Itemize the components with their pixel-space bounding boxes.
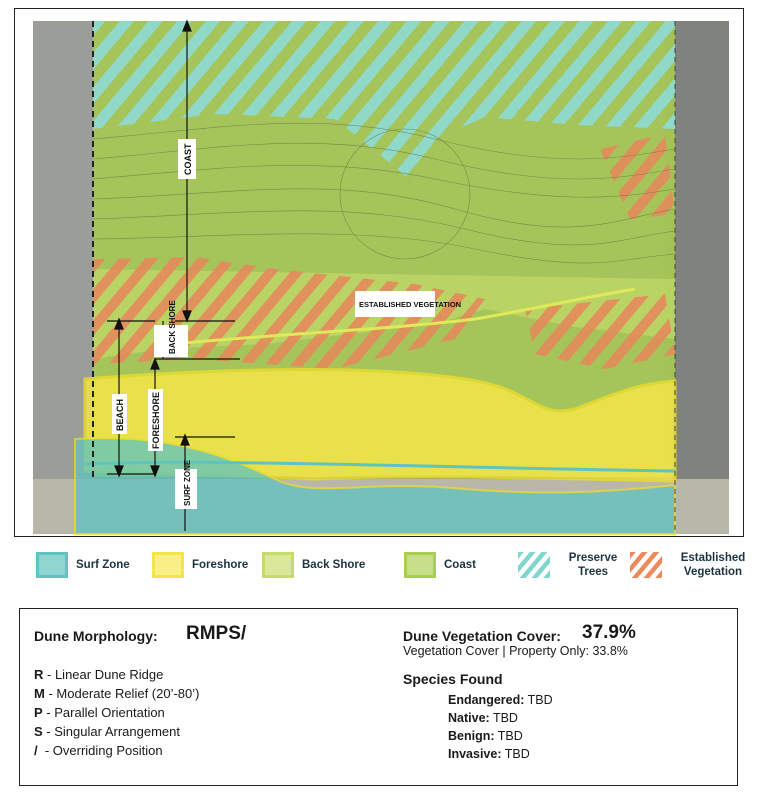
species-value: TBD — [504, 747, 530, 761]
code-desc: Singular Arrangement — [54, 724, 180, 739]
foreshore-swatch — [152, 552, 184, 578]
species-row — [448, 693, 553, 707]
species-value: TBD — [492, 711, 518, 725]
legend-label-coast: Coast — [444, 559, 476, 571]
beach-label: BEACH — [115, 398, 125, 431]
species-label: Benign: — [448, 729, 495, 743]
code-desc: Linear Dune Ridge — [54, 667, 164, 682]
legend-item-back-shore — [262, 548, 365, 582]
legend-item-coast — [404, 548, 476, 582]
legend-label-foreshore: Foreshore — [192, 559, 249, 571]
code-row: R - Linear Dune Ridge — [34, 667, 164, 682]
surf-zone-swatch — [36, 552, 68, 578]
code-row: M - Moderate Relief (20’-80’) — [34, 686, 200, 701]
code-desc: Parallel Orientation — [54, 705, 165, 720]
legend-label-established-vegetation: Established Vegetation — [680, 552, 746, 578]
legend-item-preserve-trees — [518, 548, 628, 582]
legend-item-established-vegetation — [630, 548, 756, 582]
coast-swatch — [404, 552, 436, 578]
vegetation-cover-value: 37.9% — [582, 622, 636, 643]
legend-item-foreshore — [152, 548, 248, 582]
code-letter: R — [34, 667, 44, 682]
morphology-label: Dune Morphology: — [34, 628, 158, 644]
coast-label: COAST — [183, 143, 193, 175]
code-letter: P — [34, 705, 43, 720]
code-desc: Moderate Relief (20’-80’) — [56, 686, 200, 701]
species-label: Endangered: — [448, 693, 525, 707]
back-shore-swatch — [262, 552, 294, 578]
species-row — [448, 747, 530, 761]
species-row — [448, 729, 523, 743]
map-legend — [0, 548, 768, 588]
vegetation-cover-subtext: Vegetation Cover | Property Only: 33.8% — [403, 644, 628, 658]
code-row: P - Parallel Orientation — [34, 705, 165, 720]
legend-label-back-shore: Back Shore — [302, 559, 366, 571]
code-row: / - Overriding Position — [34, 743, 163, 758]
preserve-trees-swatch — [518, 552, 550, 578]
foreshore-label: FORESHORE — [151, 391, 161, 449]
legend-label-preserve-trees: Preserve Trees — [568, 552, 618, 578]
surf-zone-label: SURF ZONE — [183, 459, 192, 506]
code-desc: Overriding Position — [52, 743, 163, 758]
species-value: TBD — [527, 693, 553, 707]
code-row: S - Singular Arrangement — [34, 724, 180, 739]
species-value: TBD — [497, 729, 523, 743]
site-map — [14, 8, 744, 537]
code-letter: S — [34, 724, 43, 739]
legend-label-surf-zone: Surf Zone — [76, 559, 130, 571]
established-vegetation-swatch — [630, 552, 662, 578]
dune-info-panel — [19, 608, 738, 786]
back-shore-label: BACK SHORE — [168, 300, 177, 354]
morphology-value: RMPS/ — [186, 623, 247, 644]
species-row — [448, 711, 518, 725]
code-letter: M — [34, 686, 45, 701]
vegetation-cover-label: Dune Vegetation Cover: — [403, 628, 561, 644]
established-vegetation-label: ESTABLISHED VEGETATION — [359, 300, 462, 309]
legend-item-surf-zone — [36, 548, 130, 582]
species-title: Species Found — [403, 671, 503, 687]
code-letter: / — [34, 743, 38, 758]
species-label: Native: — [448, 711, 490, 725]
species-label: Invasive: — [448, 747, 502, 761]
